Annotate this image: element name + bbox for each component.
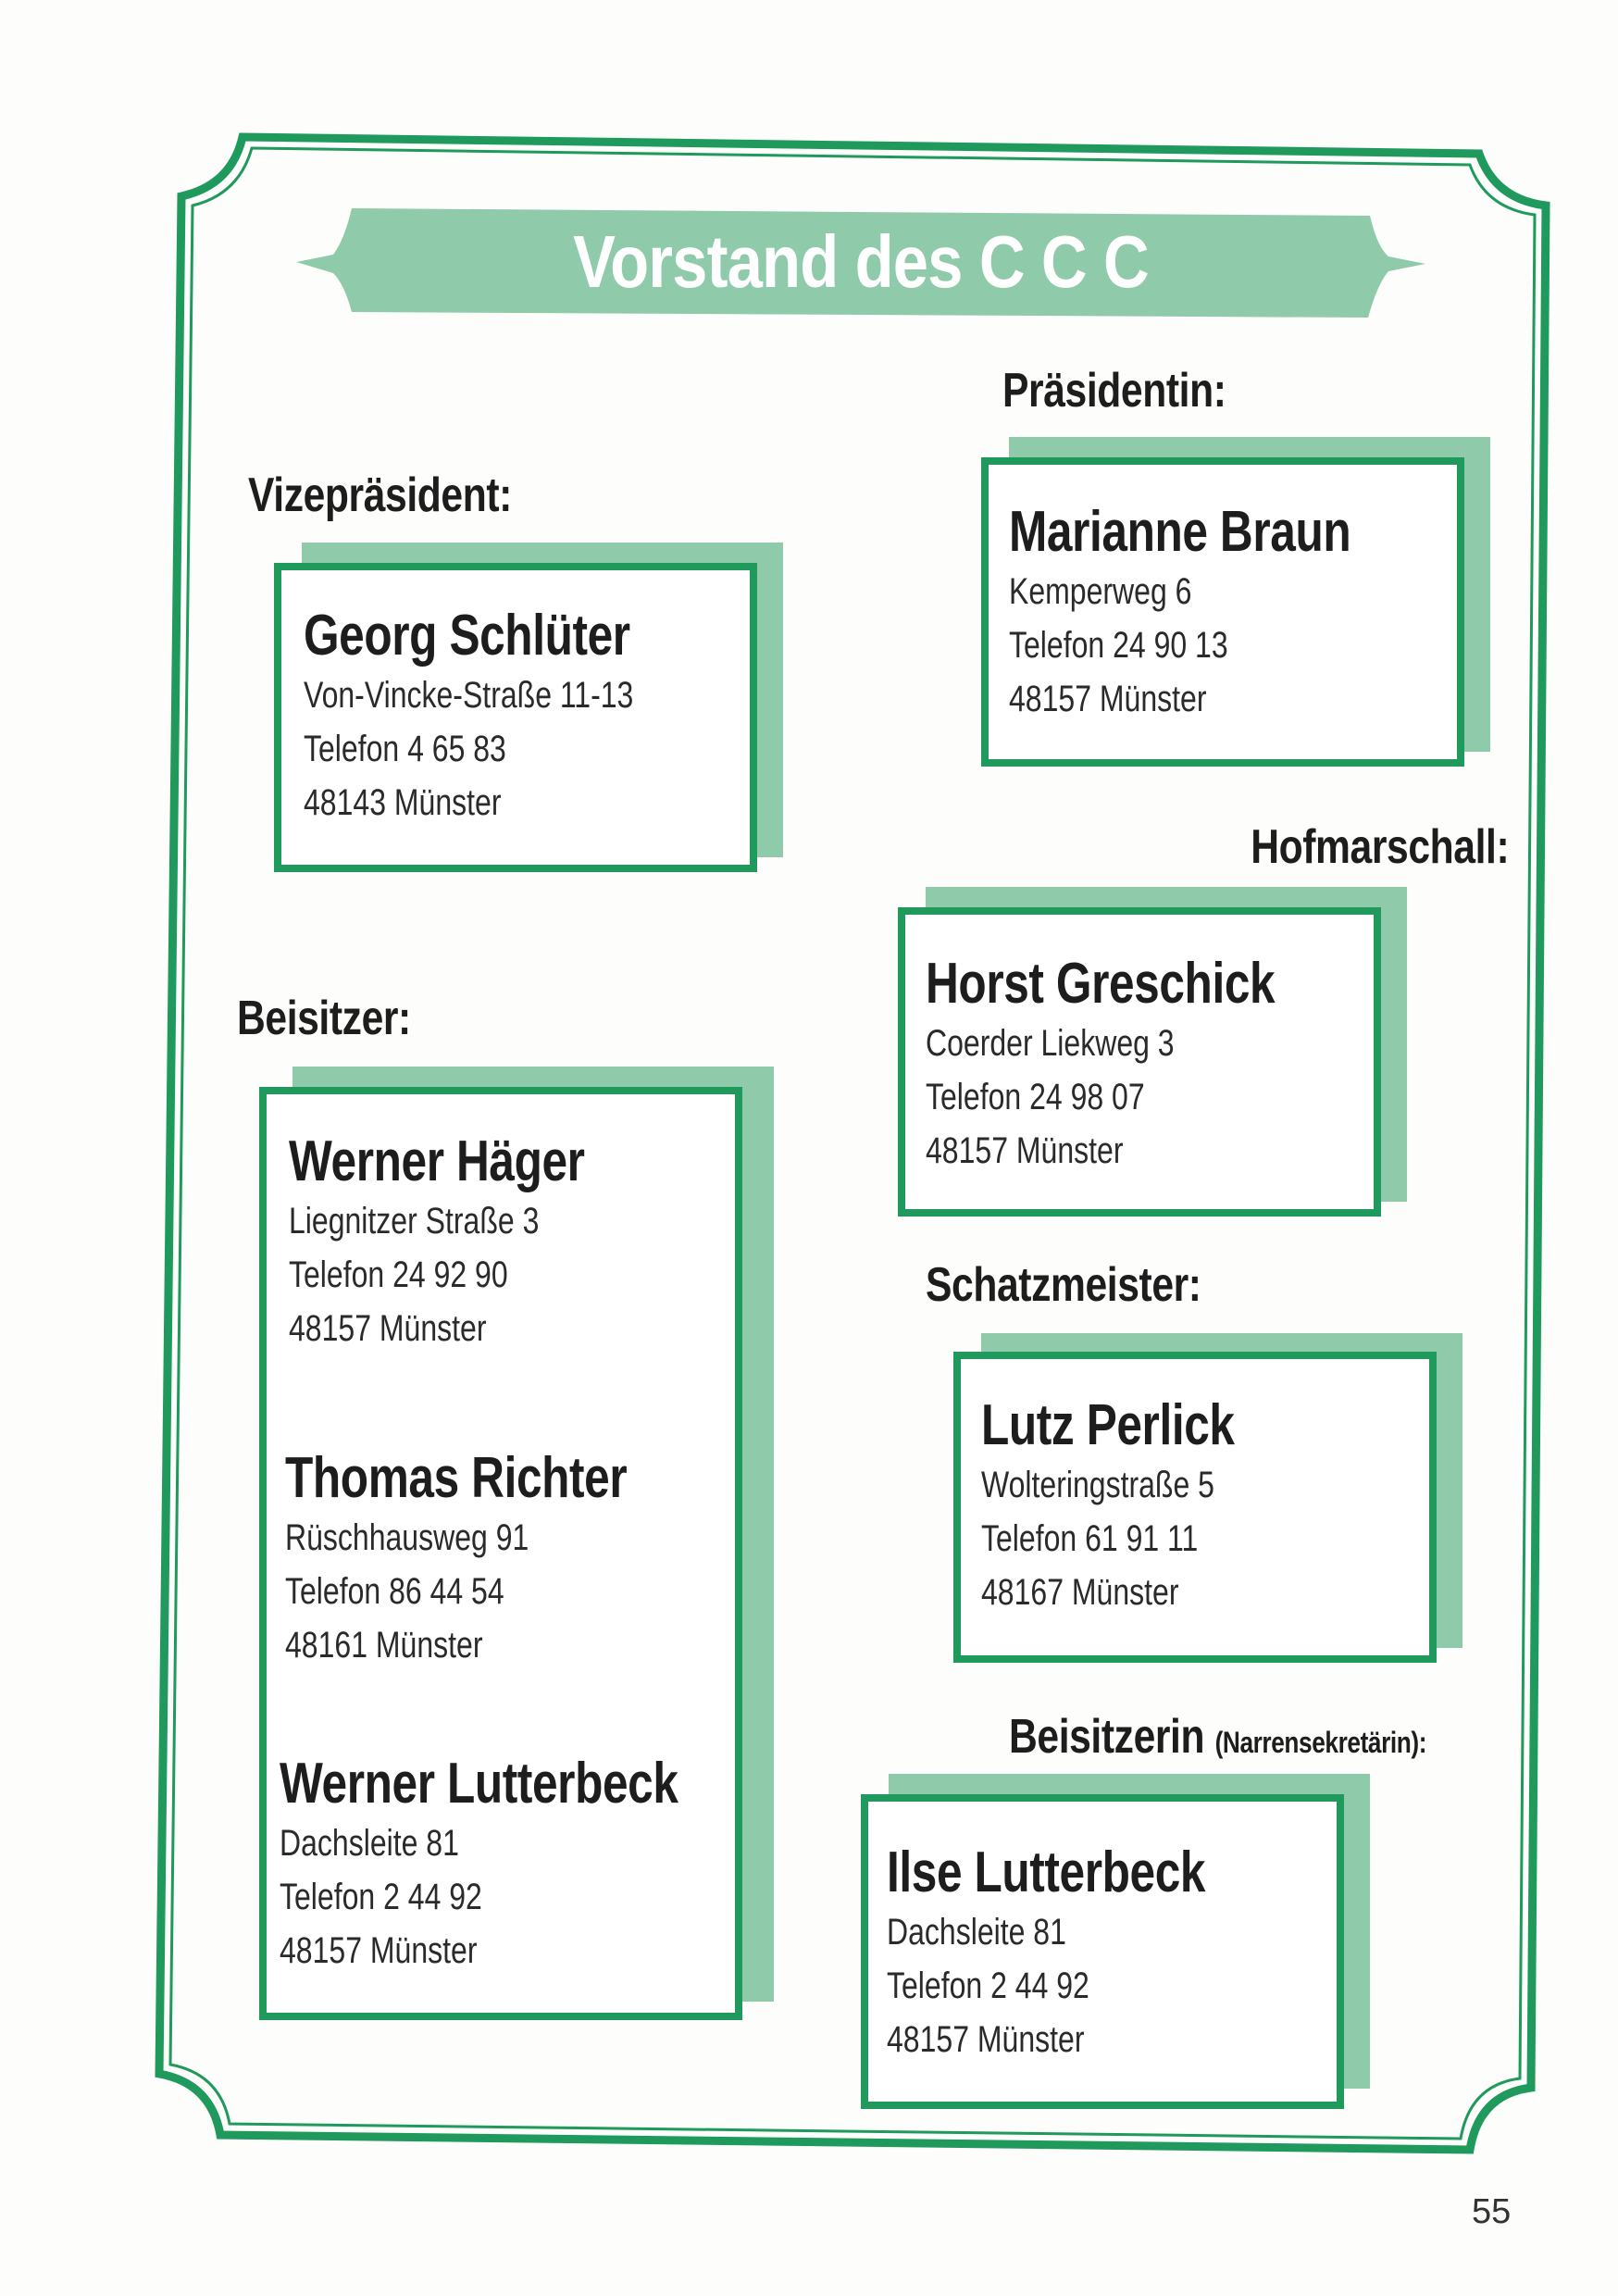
label-vizepraesident: Vizepräsident: [248,468,512,522]
person-street: Rüschhausweg 91 [285,1517,529,1558]
person-city: 48157 Münster [926,1130,1124,1171]
person-street: Liegnitzer Straße 3 [289,1201,540,1242]
person-phone: Telefon 2 44 92 [280,1877,482,1917]
person-name: Horst Greschick [926,952,1276,1016]
person-phone: Telefon 2 44 92 [887,1965,1089,2006]
person-name: Marianne Braun [1009,500,1351,564]
entry-vizepraesident [304,604,716,830]
label-schatzmeister: Schatzmeister: [926,1258,1201,1312]
person-city: 48143 Münster [304,782,502,823]
person-phone: Telefon 86 44 54 [285,1571,504,1612]
person-name: Georg Schlüter [304,604,630,668]
entry-schatzmeister [981,1393,1298,1619]
label-beisitzerin-title: Beisitzerin [1009,1710,1205,1764]
person-city: 48157 Münster [280,1930,478,1971]
person-city: 48161 Münster [285,1625,483,1666]
label-praesidentin: Präsidentin: [1002,364,1226,418]
entry-beisitzerin [887,1841,1285,2066]
person-city: 48157 Münster [1009,679,1207,719]
person-street: Dachsleite 81 [280,1823,459,1864]
entry-beisitzer-3 [280,1752,778,1978]
person-phone: Telefon 24 90 13 [1009,625,1228,666]
person-phone: Telefon 61 91 11 [981,1518,1199,1559]
label-hofmarschall: Hofmarschall: [1251,820,1510,874]
person-street: Coerder Liekweg 3 [926,1023,1175,1064]
label-beisitzerin [1009,1709,1426,1765]
entry-hofmarschall [926,952,1363,1178]
person-phone: Telefon 24 98 07 [926,1077,1145,1117]
person-name: Werner Häger [289,1129,585,1193]
person-street: Dachsleite 81 [887,1912,1066,1953]
person-name: Werner Lutterbeck [280,1752,678,1816]
page-title: Vorstand des C C C [573,220,1149,303]
person-street: Wolteringstraße 5 [981,1465,1214,1505]
person-city: 48157 Münster [289,1308,487,1349]
label-beisitzer: Beisitzer: [237,992,411,1045]
entry-praesidentin [1009,500,1437,726]
person-city: 48157 Münster [887,2019,1085,2060]
person-phone: Telefon 24 92 90 [289,1254,508,1295]
person-street: Kemperweg 6 [1009,571,1192,612]
person-name: Lutz Perlick [981,1393,1235,1457]
person-city: 48167 Münster [981,1572,1179,1613]
entry-beisitzer-1 [289,1129,658,1355]
label-beisitzerin-note: (Narrensekretärin): [1214,1726,1427,1759]
person-name: Thomas Richter [285,1446,628,1510]
person-phone: Telefon 4 65 83 [304,729,506,769]
person-street: Von-Vincke-Straße 11-13 [304,675,634,716]
entry-beisitzer-2 [285,1446,713,1672]
page-number: 55 [1472,2192,1512,2231]
person-name: Ilse Lutterbeck [887,1841,1206,1904]
